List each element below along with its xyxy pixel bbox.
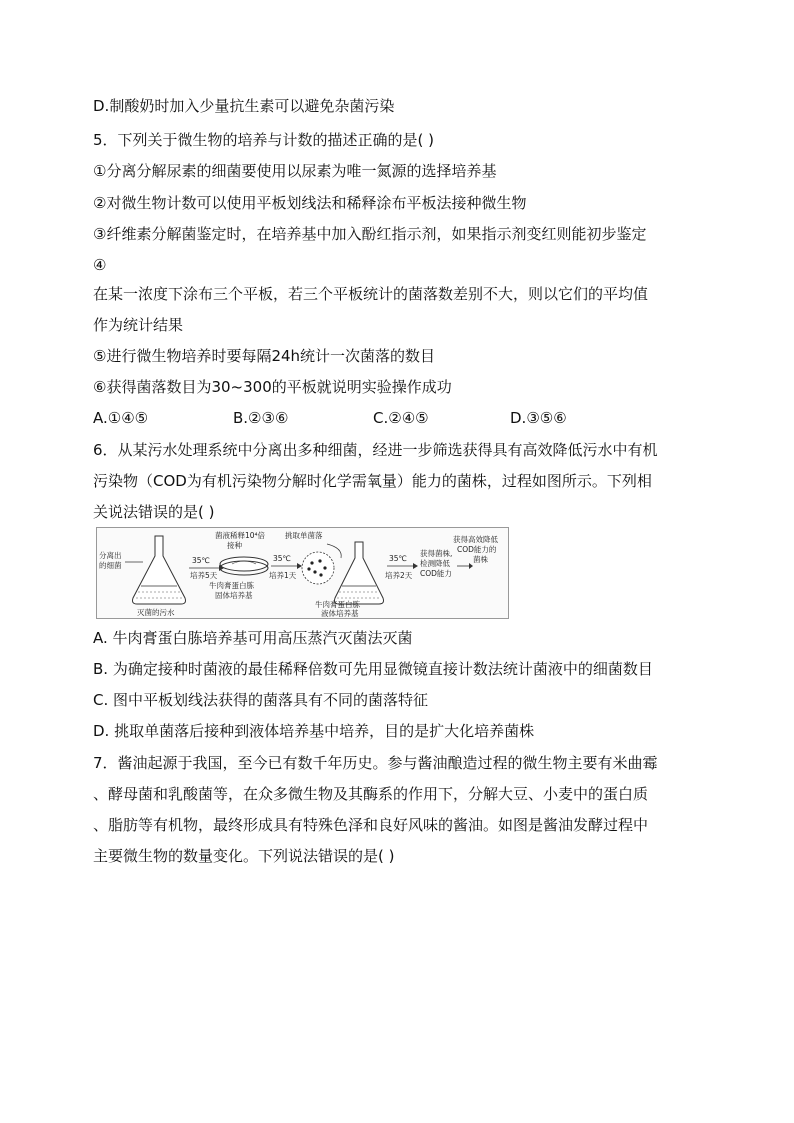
fig-solid-medium-1: 牛肉膏蛋白胨 xyxy=(209,581,254,590)
colony-plate-icon xyxy=(302,552,334,584)
fig-liquid-medium-2: 液体培养基 xyxy=(321,609,359,618)
q5-statement-5: ⑤进行微生物培养时要每隔24h统计一次菌落的数目 xyxy=(93,347,436,365)
process-diagram xyxy=(97,528,508,618)
fig-liquid-medium-1: 牛肉膏蛋白胨 xyxy=(315,600,360,609)
fig-culture2d: 培养2天 xyxy=(385,571,413,580)
q6-stem-line3: 关说法错误的是( ) xyxy=(93,503,215,521)
q6-stem-line2: 污染物（COD为有机污染物分解时化学需氧量）能力的菌株，过程如图所示。下列相 xyxy=(93,472,652,490)
q5-options xyxy=(93,408,713,428)
fig-pick-colony: 挑取单菌落 xyxy=(285,531,323,540)
q5-option-b: B.②③⑥ xyxy=(233,409,289,427)
fig-culture5d: 培养5天 xyxy=(190,571,218,580)
q5-statement-3: ③纤维素分解菌鉴定时，在培养基中加入酚红指示剂，如果指示剂变红则能初步鉴定 xyxy=(93,225,647,243)
q5-statement-6: ⑥获得菌落数目为30~300的平板就说明实验操作成功 xyxy=(93,378,452,396)
pick-arrow xyxy=(327,544,341,558)
q4-option-d: D.制酸奶时加入少量抗生素可以避免杂菌污染 xyxy=(93,97,395,115)
q5-option-c: C.②④⑤ xyxy=(373,409,429,427)
q7-stem-line4: 主要微生物的数量变化。下列说法错误的是( ) xyxy=(93,847,395,865)
fig-isolated-1: 分离出 xyxy=(99,551,122,560)
q7-stem-line3: 、脂肪等有机物，最终形成具有特殊色泽和良好风味的酱油。如图是酱油发酵过程中 xyxy=(93,816,649,834)
q6-option-b: B. 为确定接种时菌液的最佳稀释倍数可先用显微镜直接计数法统计菌液中的细菌数目 xyxy=(93,660,653,678)
fig-dilute-2: 接种 xyxy=(227,541,242,550)
fig-result-2: COD能力的 xyxy=(457,545,497,554)
fig-result-3: 菌株 xyxy=(473,555,488,564)
flask-2-icon xyxy=(335,542,384,604)
q5-option-a: A.①④⑤ xyxy=(93,409,149,427)
q6-process-figure xyxy=(96,527,509,619)
flask-1-icon xyxy=(133,536,186,604)
q5-statement-2: ②对微生物计数可以使用平板划线法和稀释涂布平板法接种微生物 xyxy=(93,194,527,212)
q6-stem-line1: 6．从某污水处理系统中分离出多种细菌，经进一步筛选获得具有高效降低污水中有机 xyxy=(93,441,658,459)
arrow-2-head xyxy=(297,563,302,569)
fig-dilute-1: 菌液稀释10⁴倍 xyxy=(215,531,266,540)
fig-result-1: 获得高效降低 xyxy=(453,535,498,544)
fig-obtain-3: COD能力 xyxy=(420,569,452,578)
fig-obtain-1: 获得菌株, xyxy=(420,549,453,558)
fig-obtain-2: 检测降低 xyxy=(420,559,450,568)
q7-stem-line2: 、酵母菌和乳酸菌等，在众多微生物及其酶系的作用下，分解大豆、小麦中的蛋白质 xyxy=(93,785,649,803)
q6-option-d: D. 挑取单菌落后接种到液体培养基中培养，目的是扩大化培养菌株 xyxy=(93,722,535,740)
q5-stem: 5．下列关于微生物的培养与计数的描述正确的是( ) xyxy=(93,131,435,149)
q6-option-a: A. 牛肉膏蛋白胨培养基可用高压蒸汽灭菌法灭菌 xyxy=(93,629,413,647)
fig-temp1: 35℃ xyxy=(192,556,210,565)
q5-statement-4-mark: ④ xyxy=(93,256,107,274)
fig-temp3: 35℃ xyxy=(389,554,407,563)
q7-stem-line1: 7．酱油起源于我国，至今已有数千年历史。参与酱油酿造过程的微生物主要有米曲霉 xyxy=(93,754,658,772)
q5-statement-4-line1: 在某一浓度下涂布三个平板，若三个平板统计的菌落数差别不大，则以它们的平均值 xyxy=(93,285,649,303)
arrow-3-head xyxy=(413,563,418,569)
petri-dish-icon xyxy=(220,557,268,575)
q5-option-d: D.③⑤⑥ xyxy=(510,409,567,427)
q5-statement-4-line2: 作为统计结果 xyxy=(93,316,184,334)
fig-solid-medium-2: 固体培养基 xyxy=(215,591,253,600)
q6-option-c: C. 图中平板划线法获得的菌落具有不同的菌落特征 xyxy=(93,691,429,709)
fig-isolated-2: 的细菌 xyxy=(99,561,122,570)
fig-sterile-water: 灭菌的污水 xyxy=(137,608,175,617)
fig-temp2: 35℃ xyxy=(273,554,291,563)
q5-statement-1: ①分离分解尿素的细菌要使用以尿素为唯一氮源的选择培养基 xyxy=(93,162,497,180)
fig-culture1d: 培养1天 xyxy=(269,571,297,580)
